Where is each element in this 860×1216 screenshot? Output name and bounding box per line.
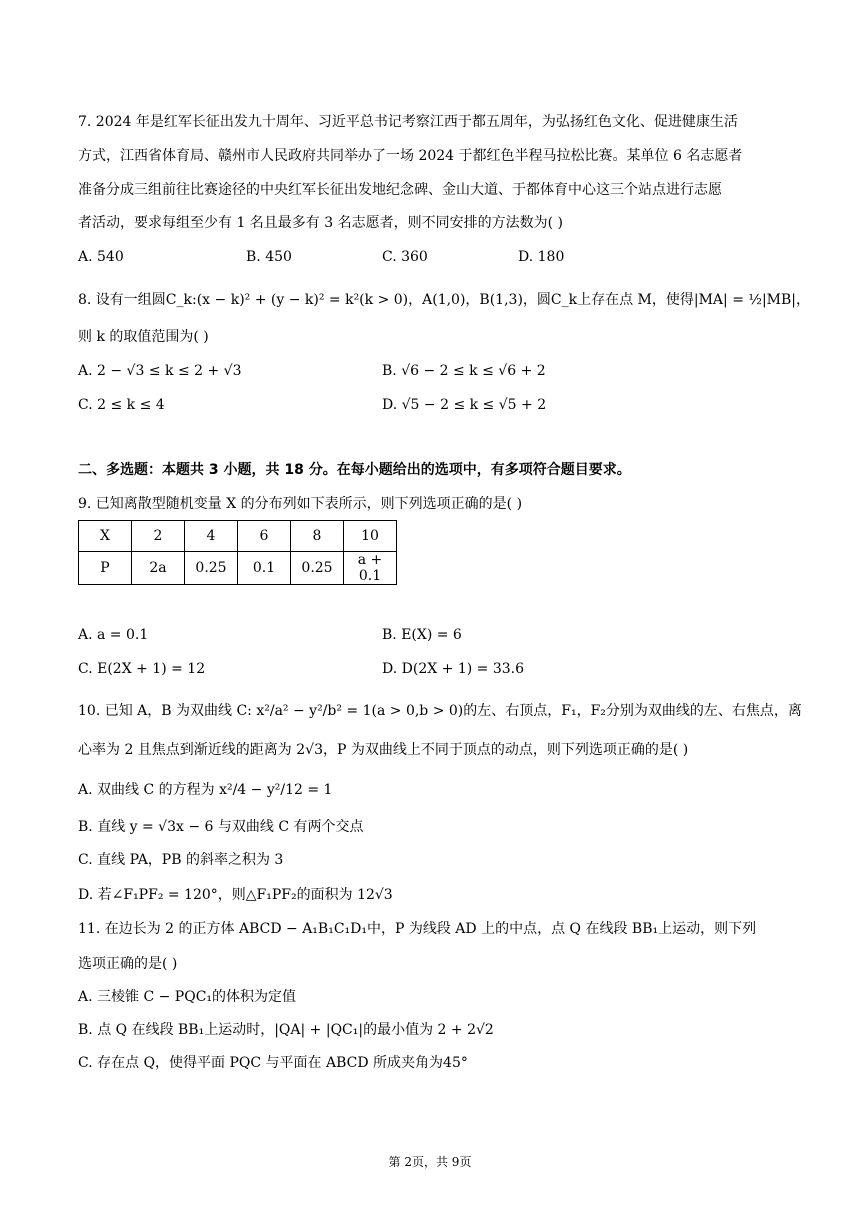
distribution-table bbox=[78, 520, 397, 585]
q10-line-2: 心率为 2 且焦点到渐近线的距离为 2√3，P 为双曲线上不同于顶点的动点，则下列选项正确的是( ) bbox=[78, 742, 689, 758]
q7-line-3: 准备分成三组前往比赛途径的中央红军长征出发地纪念碑、金山大道、于都体育中心这三个站点进行志愿 bbox=[78, 182, 722, 198]
table-cell: 4 bbox=[185, 521, 238, 552]
table-cell: 2 bbox=[132, 521, 185, 552]
q11-line-2: 选项正确的是( ) bbox=[78, 956, 178, 972]
table-cell: 6 bbox=[238, 521, 291, 552]
q11-option-b: B. 点 Q 在线段 BB₁上运动时，|QA| + |QC₁|的最小值为 2 + 2√2 bbox=[78, 1022, 494, 1038]
q8-line-1: 8. 设有一组圆C_k:(x − k)² + (y − k)² = k²(k > 0)，A(1,0)，B(1,3)，圆C_k上存在点 M，使得|MA| = ½|MB|， bbox=[78, 292, 811, 308]
q8-option-b: B. √6 − 2 ≤ k ≤ √6 + 2 bbox=[382, 363, 546, 379]
q9-option-a: A. a = 0.1 bbox=[78, 627, 149, 643]
q7-option-c: C. 360 bbox=[382, 249, 428, 265]
section2-heading: 二、多选题：本题共 3 小题，共 18 分。在每小题给出的选项中，有多项符合题目要求。 bbox=[78, 462, 631, 478]
q10-option-b: B. 直线 y = √3x − 6 与双曲线 C 有两个交点 bbox=[78, 819, 364, 835]
table-row-x bbox=[79, 521, 397, 552]
table-cell: P bbox=[79, 552, 132, 585]
q9-option-b: B. E(X) = 6 bbox=[382, 627, 462, 643]
q8-option-d: D. √5 − 2 ≤ k ≤ √5 + 2 bbox=[382, 397, 547, 413]
q7-option-b: B. 450 bbox=[246, 249, 292, 265]
page-footer: 第 2页，共 9页 bbox=[388, 1155, 472, 1169]
q7-line-4: 者活动，要求每组至少有 1 名且最多有 3 名志愿者，则不同安排的方法数为( ) bbox=[78, 215, 563, 231]
q11-option-a: A. 三棱锥 C − PQC₁的体积为定值 bbox=[78, 989, 297, 1005]
q8-option-a: A. 2 − √3 ≤ k ≤ 2 + √3 bbox=[78, 363, 242, 379]
q7-option-d: D. 180 bbox=[518, 249, 565, 265]
q11-option-c: C. 存在点 Q，使得平面 PQC 与平面在 ABCD 所成夹角为45° bbox=[78, 1055, 468, 1071]
q9-option-c: C. E(2X + 1) = 12 bbox=[78, 661, 206, 677]
table-cell: 0.25 bbox=[291, 552, 344, 585]
table-row-p bbox=[79, 552, 397, 585]
table-cell: 8 bbox=[291, 521, 344, 552]
q11-line-1: 11. 在边长为 2 的正方体 ABCD − A₁B₁C₁D₁中，P 为线段 AD 上的中点，点 Q 在线段 BB₁上运动，则下列 bbox=[78, 921, 757, 937]
table-cell: 0.25 bbox=[185, 552, 238, 585]
q7-option-a: A. 540 bbox=[78, 249, 124, 265]
table-cell: a + 0.1 bbox=[344, 552, 397, 585]
q9-stem: 9. 已知离散型随机变量 X 的分布列如下表所示，则下列选项正确的是( ) bbox=[78, 496, 523, 512]
table-cell: 10 bbox=[344, 521, 397, 552]
q7-line-1: 7. 2024 年是红军长征出发九十周年、习近平总书记考察江西于都五周年，为弘扬红色文化、促进健康生活 bbox=[78, 114, 738, 130]
q10-option-d: D. 若∠F₁PF₂ = 120°，则△F₁PF₂的面积为 12√3 bbox=[78, 887, 393, 903]
q8-line-2: 则 k 的取值范围为( ) bbox=[78, 329, 209, 345]
table-cell: 0.1 bbox=[238, 552, 291, 585]
table-cell: X bbox=[79, 521, 132, 552]
q7-line-2: 方式，江西省体育局、赣州市人民政府共同举办了一场 2024 于都红色半程马拉松比赛。某单位 6 名志愿者 bbox=[78, 148, 743, 164]
q8-option-c: C. 2 ≤ k ≤ 4 bbox=[78, 397, 165, 413]
table-cell: 2a bbox=[132, 552, 185, 585]
q9-option-d: D. D(2X + 1) = 33.6 bbox=[382, 661, 524, 677]
q10-option-c: C. 直线 PA，PB 的斜率之积为 3 bbox=[78, 852, 284, 868]
q10-line-1: 10. 已知 A，B 为双曲线 C: x²/a² − y²/b² = 1(a > 0,b > 0)的左、右顶点，F₁，F₂分别为双曲线的左、右焦点，离 bbox=[78, 703, 802, 719]
q10-option-a: A. 双曲线 C 的方程为 x²/4 − y²/12 = 1 bbox=[78, 782, 333, 798]
